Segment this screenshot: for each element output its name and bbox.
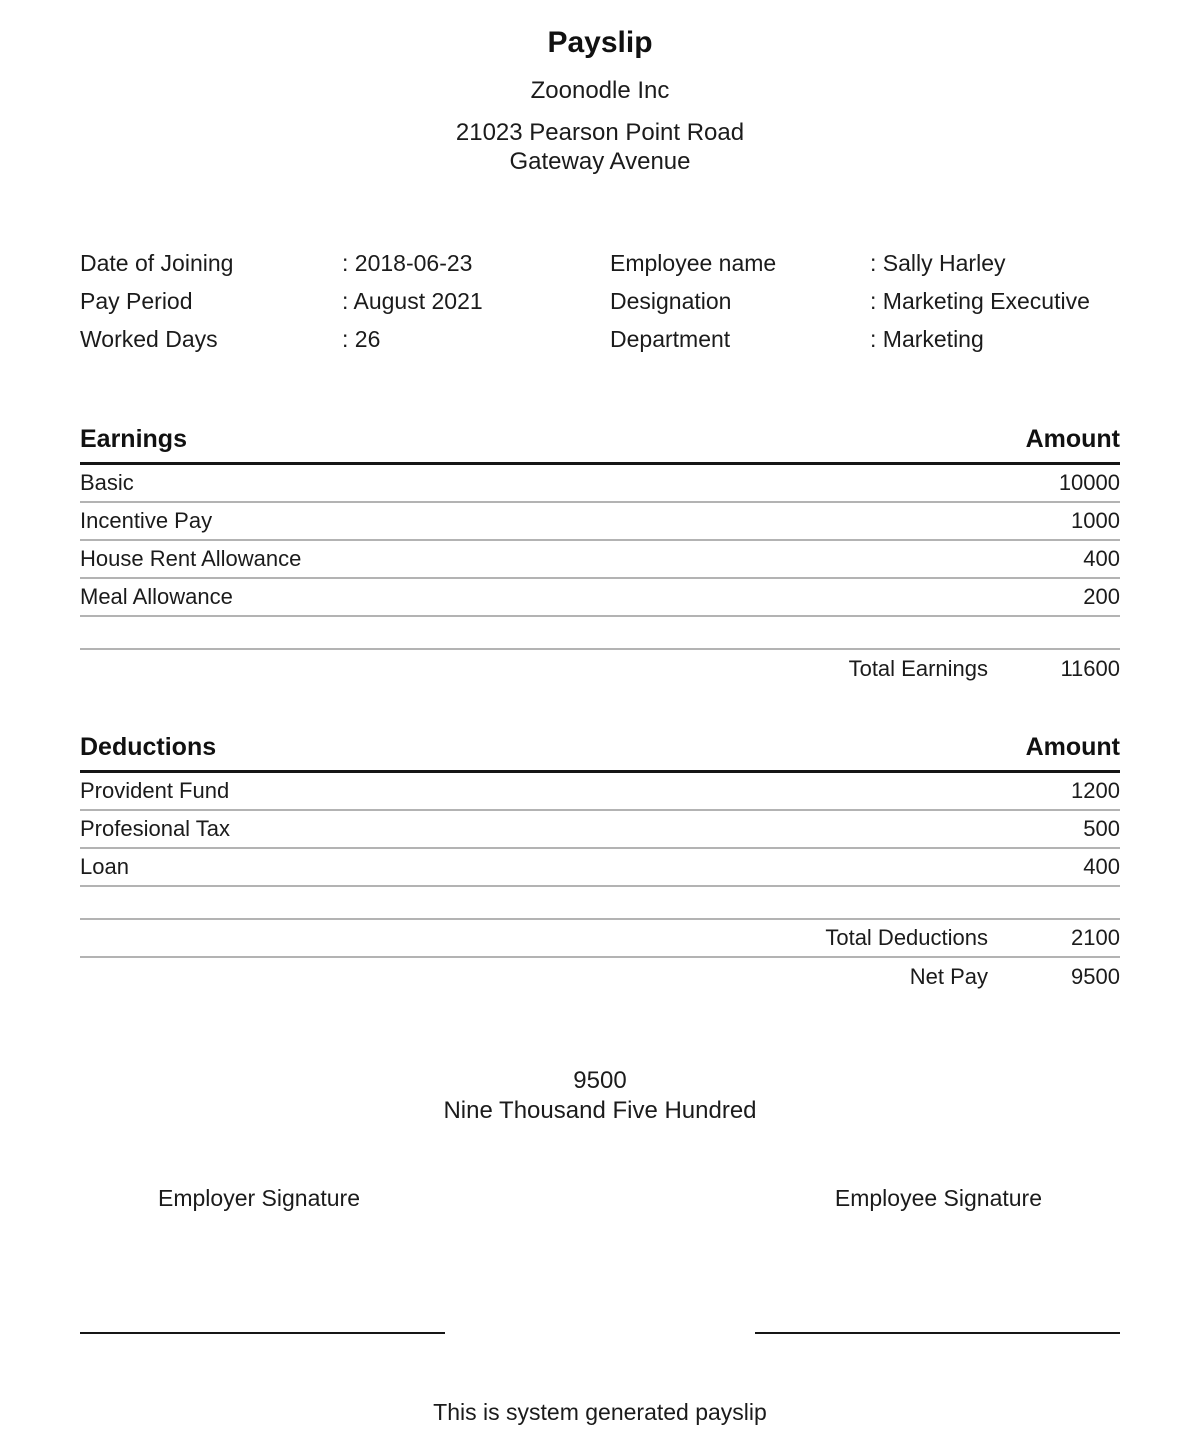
table-row [80, 773, 1120, 811]
deduction-amount-profesional-tax: 500 [1083, 816, 1120, 841]
document-header [0, 24, 1200, 176]
earning-amount-basic: 10000 [1058, 470, 1120, 495]
employer-signature-line [80, 1332, 445, 1334]
total-earnings-row [80, 650, 1120, 688]
employer-signature-label: Employer Signature [158, 1185, 360, 1211]
info-label-employee-name: Employee name [610, 250, 777, 276]
deduction-label-provident-fund: Provident Fund [80, 778, 230, 803]
deduction-label-profesional-tax: Profesional Tax [80, 816, 231, 841]
earning-label-meal-allowance: Meal Allowance [80, 584, 233, 609]
deduction-amount-loan: 400 [1083, 854, 1120, 879]
deductions-title: Deductions [80, 733, 217, 761]
net-pay-amount: 9500 [1071, 964, 1120, 989]
table-row [80, 465, 1120, 503]
table-row [80, 579, 1120, 617]
deductions-table [80, 732, 1120, 996]
info-value-designation: : Marketing Executive [870, 288, 1090, 314]
company-address [0, 118, 1200, 176]
earning-amount-meal-allowance: 200 [1083, 584, 1120, 609]
total-deductions-row [80, 920, 1120, 958]
table-row [80, 503, 1120, 541]
signature-lines [80, 1332, 1120, 1334]
table-row [80, 541, 1120, 579]
deductions-spacer-row [80, 887, 1120, 920]
total-deductions-amount: 2100 [1071, 925, 1120, 950]
signature-labels [80, 1184, 1120, 1212]
footer-note: This is system generated payslip [433, 1399, 767, 1425]
deductions-amount-header: Amount [1025, 733, 1120, 761]
address-line-1: 21023 Pearson Point Road [455, 119, 745, 146]
info-value-department: : Marketing [870, 326, 984, 352]
earning-amount-incentive-pay: 1000 [1071, 508, 1120, 533]
page-title: Payslip [547, 26, 653, 59]
employee-info-grid [80, 244, 1120, 358]
info-label-department: Department [610, 326, 731, 352]
earning-label-house-rent-allowance: House Rent Allowance [80, 546, 302, 571]
net-pay-in-words: Nine Thousand Five Hundred [443, 1097, 757, 1124]
earnings-table-header [80, 424, 1120, 465]
earnings-spacer-row [80, 617, 1120, 650]
info-value-employee-name: : Sally Harley [870, 250, 1006, 276]
earning-amount-house-rent-allowance: 400 [1083, 546, 1120, 571]
total-deductions-label: Total Deductions [825, 925, 988, 950]
address-line-2: Gateway Avenue [509, 148, 691, 175]
deduction-label-loan: Loan [80, 854, 129, 879]
earning-label-incentive-pay: Incentive Pay [80, 508, 213, 533]
total-earnings-amount: 11600 [1060, 656, 1120, 681]
info-value-worked-days: : 26 [342, 326, 381, 352]
deductions-table-header [80, 732, 1120, 773]
info-label-pay-period: Pay Period [80, 288, 193, 314]
earning-label-basic: Basic [80, 470, 134, 495]
earnings-amount-header: Amount [1025, 425, 1120, 453]
earnings-table [80, 424, 1120, 688]
net-pay-label: Net Pay [909, 964, 988, 989]
employee-signature-line [755, 1332, 1120, 1334]
info-value-pay-period: : August 2021 [342, 288, 483, 314]
table-row [80, 849, 1120, 887]
net-pay-row [80, 958, 1120, 996]
info-value-date-of-joining: : 2018-06-23 [342, 250, 473, 276]
info-label-designation: Designation [610, 288, 732, 314]
table-row [80, 811, 1120, 849]
total-earnings-label: Total Earnings [848, 656, 988, 681]
info-label-date-of-joining: Date of Joining [80, 250, 234, 276]
info-label-worked-days: Worked Days [80, 326, 218, 352]
net-pay-summary [0, 1066, 1200, 1126]
earnings-title: Earnings [80, 425, 187, 453]
company-name: Zoonodle Inc [530, 77, 670, 104]
deduction-amount-provident-fund: 1200 [1071, 778, 1120, 803]
employee-signature-label: Employee Signature [834, 1185, 1042, 1211]
net-pay-figure: 9500 [573, 1067, 627, 1094]
